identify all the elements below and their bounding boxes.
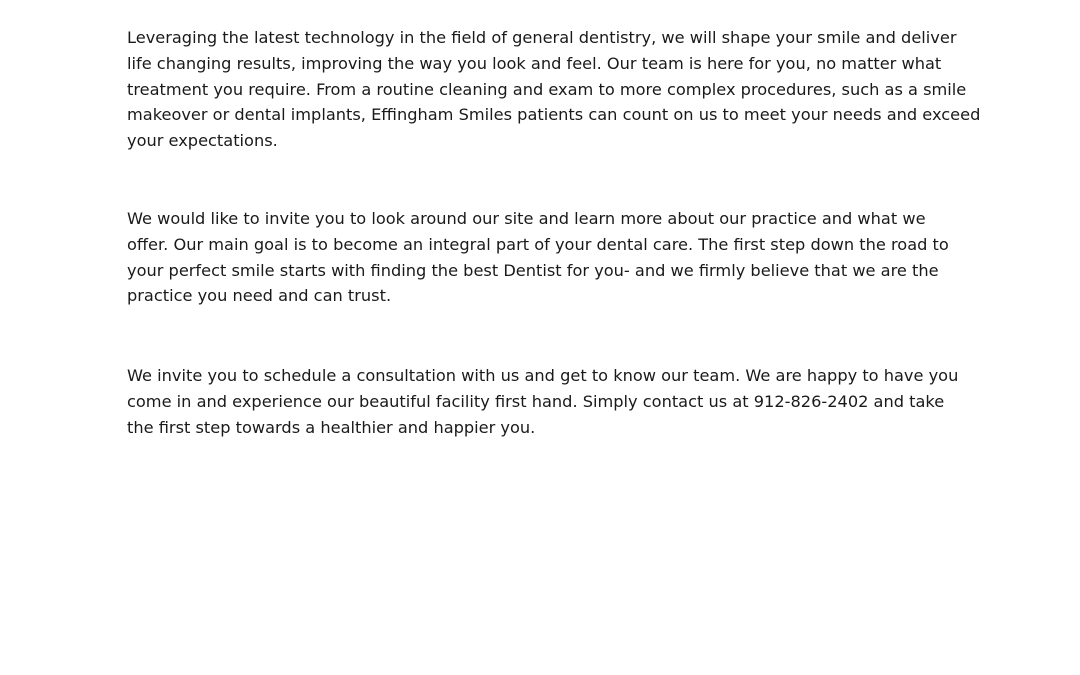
text-line: treatment you require. From a routine cleaning and exam to more complex procedures, such as a smile: [127, 79, 967, 99]
text-line: your expectations.: [127, 131, 278, 151]
paragraph-contact: [127, 363, 957, 440]
text-line: We would like to invite you to look around our site and learn more about our practice and what we: [127, 209, 926, 228]
text-line: your perfect smile starts with finding the best Dentist for you- and we firmly believe that we are the: [127, 260, 939, 280]
text-line: makeover or dental implants, Effingham Smiles patients can count on us to meet your needs and exceed: [127, 105, 981, 125]
text-line: Leveraging the latest technology in the field of general dentistry, we will shape your smile and deliver: [127, 28, 957, 47]
text-line: practice you need and can trust.: [127, 286, 392, 306]
paragraph-invitation: [127, 206, 957, 309]
text-line: offer. Our main goal is to become an integral part of your dental care. The first step down the road to: [127, 234, 949, 254]
text-line: the first step towards a healthier and happier you.: [127, 417, 536, 437]
text-line: life changing results, improving the way you look and feel. Our team is here for you, no matter what: [127, 53, 942, 73]
text-line: come in and experience our beautiful facility first hand. Simply contact us at 912-826-2402 and take: [127, 391, 945, 411]
text-line: We invite you to schedule a consultation with us and get to know our team. We are happy to have you: [127, 366, 959, 385]
paragraph-intro: [127, 25, 981, 154]
